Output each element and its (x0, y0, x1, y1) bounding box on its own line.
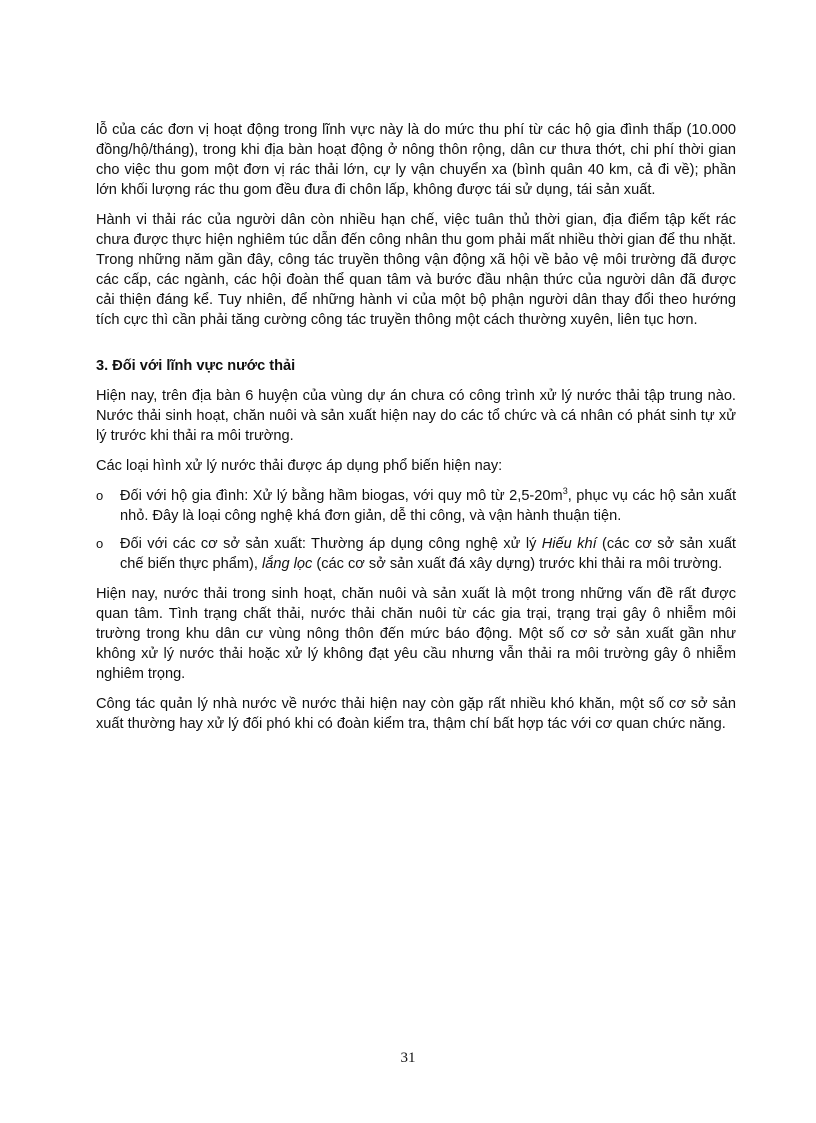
paragraph-wastewater-status: Hiện nay, trên địa bàn 6 huyện của vùng dự án chưa có công trình xử lý nước thải tập trung nào. Nước thải sinh hoạt, chăn nuôi và sản xuất hiện nay do các tổ chức và cá nhân có phát sinh tự xử lý trước khi thải ra môi trường. (96, 388, 736, 444)
treatment-types-list (96, 486, 736, 574)
page-number: 31 (400, 1050, 416, 1066)
bullet-marker: o (96, 536, 104, 551)
list-item-household: o Đối với hộ gia đình: Xử lý bằng hầm biogas, với quy mô từ $2,5-20m^3$, phục vụ các hộ sản xuất nhỏ. Đây là loại công nghệ khá đơn giản, dễ thi công, và vận hành thuận tiện. (96, 486, 736, 524)
paragraph-waste-collection-costs: lỗ của các đơn vị hoạt động trong lĩnh vực này là do mức thu phí từ các hộ gia đình thấp (10.000 đồng/hộ/tháng), trong khi địa bàn hoạt động ở nông thôn rộng, dân cư thưa thớt, chi phí thời gian cho việc thu gom một đơn vị rác thải lớn, cự ly vận chuyển xa (bình quân 40 km, cả đi về); phần lớn khối lượng rác thu gom đều đưa đi chôn lấp, không được tái sử dụng, tái sản xuất. (96, 122, 736, 198)
bullet-marker: o (96, 488, 104, 503)
paragraph-waste-behavior: Hành vi thải rác của người dân còn nhiều hạn chế, việc tuân thủ thời gian, địa điểm tập kết rác chưa được thực hiện nghiêm túc dẫn đến công nhân thu gom phải mất nhiều thời gian để thu nhặt. Trong những năm gần đây, công tác truyền thông vận động xã hội về bảo vệ môi trường đã được các cấp, các ngành, các hội đoàn thể quan tâm và bước đầu nhận thức của người dân đã được cải thiện đáng kể. Tuy nhiên, để những hành vi của một bộ phận người dân thay đổi theo hướng tích cực thì cần phải tăng cường công tác truyền thông một cách thường xuyên, liên tục hơn. (96, 212, 736, 328)
paragraph-treatment-types-intro: Các loại hình xử lý nước thải được áp dụng phổ biến hiện nay: (96, 458, 503, 474)
section-heading-wastewater: 3. Đối với lĩnh vực nước thải (96, 358, 296, 374)
paragraph-state-management: Công tác quản lý nhà nước về nước thải hiện nay còn gặp rất nhiều khó khăn, một số cơ sở sản xuất thường hay xử lý đối phó khi có đoàn kiểm tra, thậm chí bất hợp tác với cơ quan chức năng. (96, 696, 736, 732)
paragraph-wastewater-concern: Hiện nay, nước thải trong sinh hoạt, chăn nuôi và sản xuất là một trong những vấn đề rất được quan tâm. Tình trạng chất thải, nước thải chăn nuôi từ các gia trại, trạng trại gây ô nhiễm môi trường trong khu dân cư vùng nông thôn đến mức báo động. Một số cơ sở sản xuất gần như không xử lý nước thải hoặc xử lý không đạt yêu cầu nhưng vẫn thải ra môi trường gây ô nhiễm nghiêm trọng. (96, 586, 736, 682)
list-item-production-facilities: o Đối với các cơ sở sản xuất: Thường áp dụng công nghệ xử lý Hiếu khí (các cơ sở sản xuất chế biến thực phẩm), lắng lọc (các cơ sở sản xuất đá xây dựng) trước khi thải ra môi trường. (96, 536, 736, 572)
document-body (96, 120, 736, 744)
